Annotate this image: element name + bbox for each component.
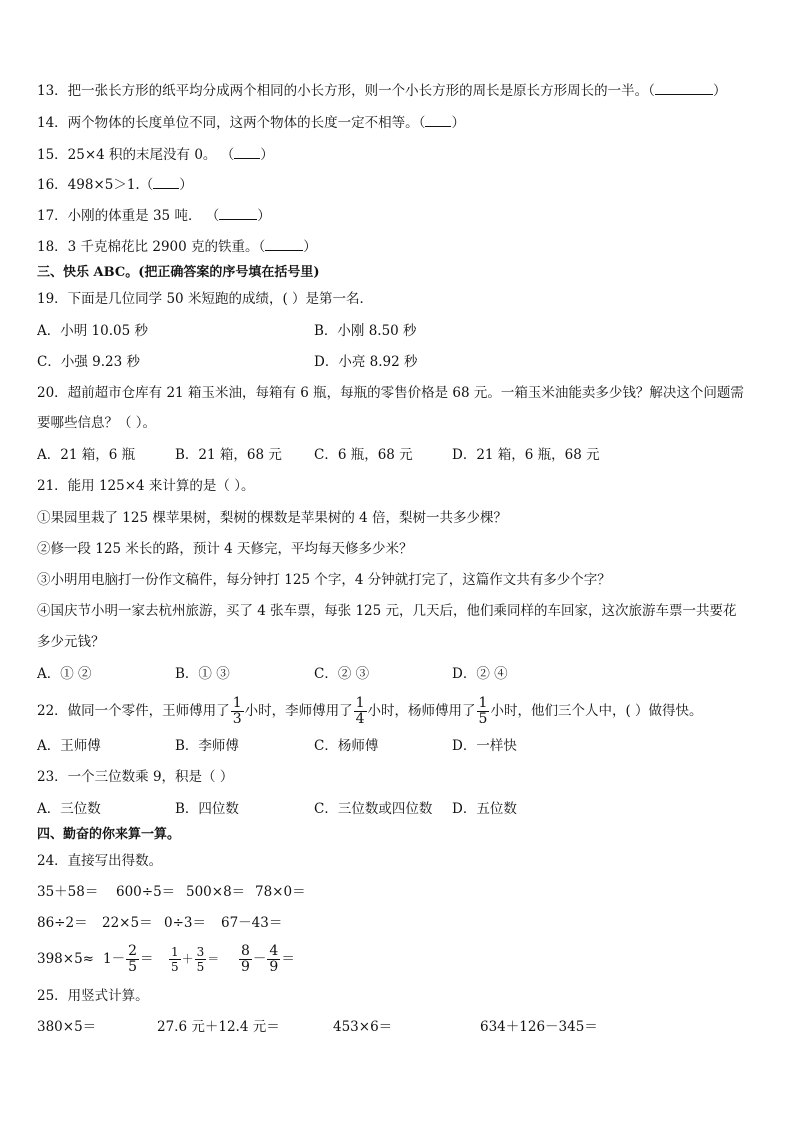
question-13: 13．把一张长方形的纸平均分成两个相同的小长方形，则一个小长方形的周长是原长方形周长的一半。（ ）	[37, 83, 727, 99]
calc-item: 398×5≈	[37, 951, 94, 967]
calc-item: 67－43＝	[221, 915, 283, 931]
item-2: ②修一段 125 米长的路，预计 4 天修完，平均每天修多少米？	[37, 541, 413, 557]
question-20: 20．超前超市仓库有 21 箱玉米油，每箱有 6 瓶，每瓶的零售价格是 68 元。一箱玉米油能卖多少钱？解决这个问题需	[37, 385, 744, 401]
section-heading-4: 四、勤奋的你来算一算。	[37, 827, 181, 842]
calc-item: 1－ $\frac{2}{5}$ ＝	[103, 943, 154, 975]
item-1: ①果园里栽了 125 棵苹果树，梨树的棵数是苹果树的 4 倍，梨树一共多少棵？	[37, 510, 508, 526]
calc-item: 380×5＝	[37, 1019, 97, 1035]
question-18: 18．3 千克棉花比 2900 克的铁重。（ ）	[37, 239, 317, 255]
fraction: $\frac{3}{5}$	[196, 945, 205, 974]
option-c[interactable]: C．② ③	[314, 666, 370, 682]
option-d[interactable]: D．小亮 8.92 秒	[314, 354, 418, 370]
question-21: 21．能用 125×4 来计算的是（ ）。	[37, 478, 255, 494]
fraction: $\frac{1}{5}$	[171, 945, 179, 974]
calc-item: 600÷5＝	[116, 884, 176, 900]
option-b[interactable]: B．21 箱，68 元	[175, 447, 282, 463]
option-a[interactable]: A．① ②	[37, 666, 92, 682]
calc-item: 78×0＝	[255, 884, 306, 900]
answer-blank[interactable]	[153, 176, 179, 189]
calc-item: 27.6 元＋12.4 元＝	[157, 1019, 280, 1035]
option-b[interactable]: B．李师傅	[175, 738, 239, 754]
answer-blank[interactable]	[425, 114, 451, 127]
item-4: ④国庆节小明一家去杭州旅游，买了 4 张车票，每张 125 元，几天后，他们乘同样的车回家，这次旅游车票一共要花	[37, 603, 737, 619]
option-a[interactable]: A．小明 10.05 秒	[37, 323, 148, 339]
option-b[interactable]: B．① ③	[175, 666, 230, 682]
option-c[interactable]: C．小强 9.23 秒	[37, 354, 140, 370]
option-a[interactable]: A．21 箱，6 瓶	[37, 447, 136, 463]
calc-item: 86÷2＝	[37, 915, 88, 931]
calc-item: 634＋126－345＝	[480, 1019, 598, 1035]
question-15: 15．25×4 积的末尾没有 0。 （ ）	[37, 147, 274, 163]
calc-item: 35＋58＝	[37, 884, 99, 900]
question-17: 17．小刚的体重是 35 吨． （ ）	[37, 208, 271, 224]
calc-item: 22×5＝	[102, 915, 153, 931]
question-22: 22．做同一个零件，王师傅用了 $\frac{1}{3}$ 小时，李师傅用了 $\frac{1}{4}$ 小时，杨师傅用了 $\frac{1}{5}$ 小时，他们三个人中，( ）做得快。	[37, 695, 703, 727]
option-c[interactable]: C．6 瓶，68 元	[314, 447, 413, 463]
question-24: 24．直接写出得数。	[37, 853, 163, 869]
option-d[interactable]: D．五位数	[452, 801, 517, 817]
fraction: $\frac{1}{3}$	[232, 695, 242, 727]
calc-item: 500×8＝	[186, 884, 246, 900]
calc-item: 0÷3＝	[164, 915, 206, 931]
question-19: 19．下面是几位同学 50 米短跑的成绩，( ）是第一名．	[37, 291, 373, 307]
answer-blank[interactable]	[234, 146, 260, 159]
answer-blank[interactable]	[655, 82, 713, 95]
option-b[interactable]: B．四位数	[175, 801, 239, 817]
fraction: $\frac{1}{4}$	[355, 695, 365, 727]
question-25: 25．用竖式计算。	[37, 988, 149, 1004]
option-a[interactable]: A．三位数	[37, 801, 101, 817]
item-4-cont: 多少元钱？	[37, 634, 105, 650]
fraction: $\frac{2}{5}$	[128, 943, 138, 975]
section-heading-3: 三、快乐 ABC。(把正确答案的序号填在括号里)	[37, 265, 320, 280]
option-a[interactable]: A．王师傅	[37, 738, 101, 754]
option-d[interactable]: D．21 箱，6 瓶，68 元	[452, 447, 600, 463]
fraction: $\frac{4}{9}$	[269, 943, 279, 975]
option-c[interactable]: C．杨师傅	[314, 738, 379, 754]
answer-blank[interactable]	[219, 207, 257, 220]
calc-item: 453×6＝	[333, 1019, 393, 1035]
question-14: 14．两个物体的长度单位不同，这两个物体的长度一定不相等。（ ）	[37, 115, 465, 131]
item-3: ③小明用电脑打一份作文稿件，每分钟打 125 个字，4 分钟就打完了，这篇作文共有多少个字？	[37, 572, 611, 588]
option-c[interactable]: C．三位数或四位数	[314, 801, 433, 817]
option-d[interactable]: D．② ④	[452, 666, 508, 682]
option-d[interactable]: D．一样快	[452, 738, 517, 754]
question-20-cont: 要哪些信息？（ ）。	[37, 415, 157, 431]
calc-item: $\frac{1}{5}$ ＋ $\frac{3}{5}$ ＝	[171, 945, 220, 974]
calc-item: $\frac{8}{9}$ － $\frac{4}{9}$ ＝	[241, 943, 295, 975]
fraction: $\frac{8}{9}$	[241, 943, 250, 975]
option-b[interactable]: B．小刚 8.50 秒	[314, 323, 417, 339]
question-23: 23．一个三位数乘 9，积是（ ）	[37, 769, 234, 785]
answer-blank[interactable]	[265, 238, 303, 251]
fraction: $\frac{1}{5}$	[478, 695, 488, 727]
question-16: 16．498×5＞1.（ ）	[37, 177, 193, 193]
